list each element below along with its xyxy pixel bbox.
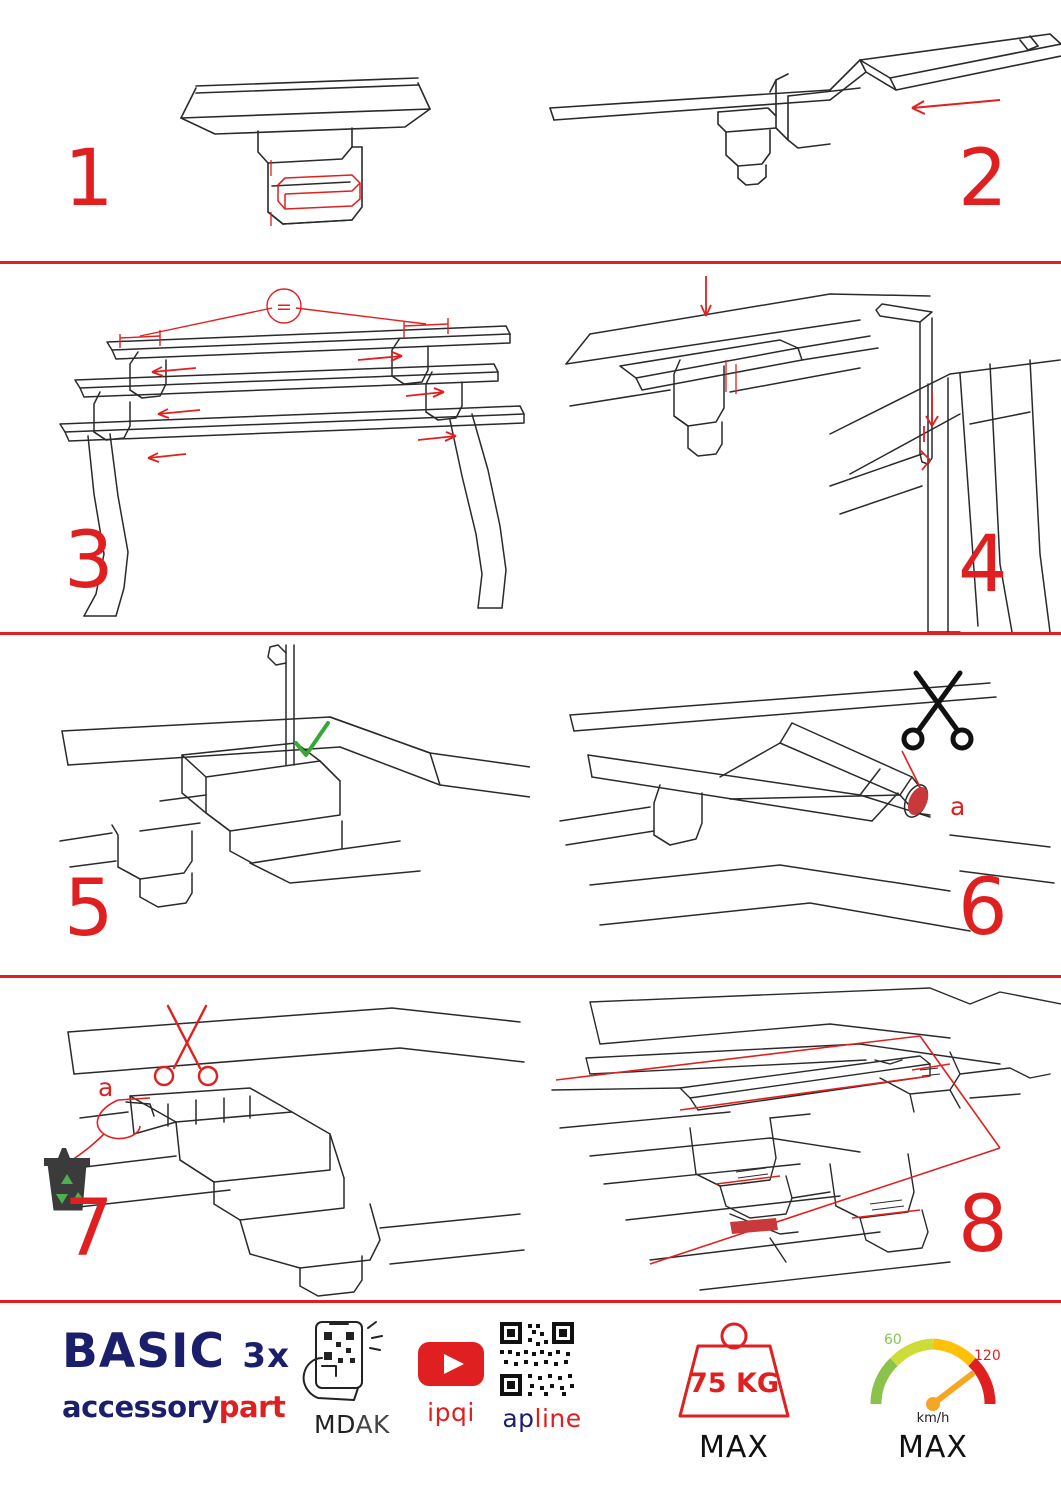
logo-mdak-caption: MDAK [314, 1410, 390, 1439]
step-panel-7 [0, 978, 530, 1300]
speed-unit: km/h [916, 1411, 950, 1426]
step-number-6: 6 [958, 863, 1007, 953]
step-panel-2 [530, 0, 1061, 261]
step-number-8: 8 [958, 1180, 1007, 1270]
max-load-spec [654, 1308, 814, 1465]
scissors-icon [904, 673, 971, 748]
company-name-first: accessory [62, 1390, 219, 1424]
step-number-2: 2 [958, 134, 1007, 224]
equal-annotation: = [276, 296, 292, 318]
step-number-4: 4 [958, 520, 1007, 610]
logo-mdak[interactable] [292, 1318, 412, 1439]
label-a-step7: a [98, 1073, 114, 1102]
step-panel-5 [0, 635, 530, 975]
check-icon [296, 723, 328, 755]
max-load-label: MAX [699, 1430, 769, 1465]
max-speed-label: MAX [898, 1430, 968, 1465]
scissors-icon-red [155, 1006, 217, 1085]
logo-ipqi-caption: ipqi [427, 1398, 475, 1427]
step-panel-3 [0, 264, 530, 632]
step-number-7: 7 [64, 1184, 113, 1274]
step-panel-6 [530, 635, 1061, 975]
qr-code [482, 1318, 602, 1398]
speedometer-icon [848, 1308, 1018, 1426]
step-panel-1 [0, 0, 530, 261]
max-speed-spec [848, 1308, 1018, 1465]
logo-apline[interactable] [482, 1318, 602, 1433]
speed-tick-low: 60 [884, 1332, 902, 1348]
step-panel-4 [530, 264, 1061, 632]
max-load-value: 75 KG [688, 1368, 780, 1399]
footer [0, 1300, 1061, 1500]
brand-block [62, 1324, 302, 1424]
product-quantity: 3x [242, 1336, 290, 1376]
weight-icon [654, 1308, 814, 1426]
product-line-name: BASIC [62, 1324, 226, 1379]
step-number-1: 1 [64, 134, 113, 224]
step-number-5: 5 [64, 864, 113, 954]
company-name-second: part [218, 1390, 286, 1424]
company-name [62, 1390, 302, 1424]
logo-apline-caption: apline [502, 1404, 582, 1433]
qr-scan-hand-icon [292, 1318, 412, 1404]
label-a-step6: a [950, 792, 966, 821]
product-line [62, 1324, 302, 1379]
step-number-3: 3 [64, 516, 113, 606]
step-panel-8 [530, 978, 1061, 1300]
speed-tick-high: 120 [974, 1348, 1001, 1364]
